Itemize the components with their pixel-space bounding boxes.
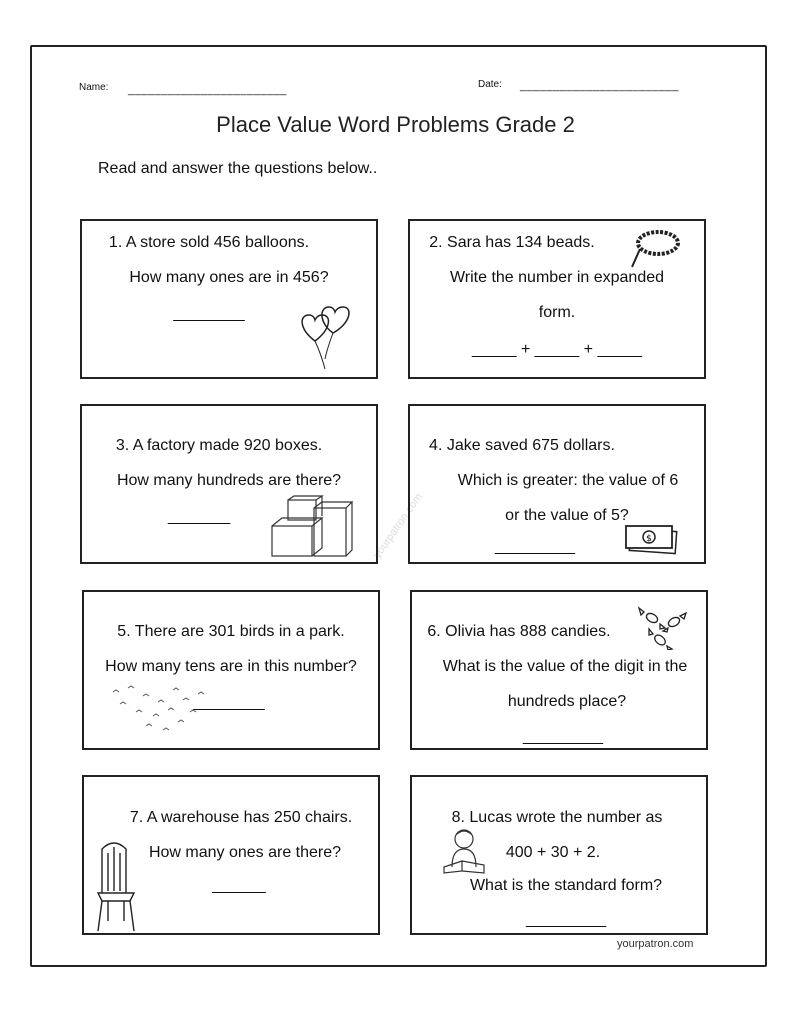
beads-icon [626, 225, 682, 271]
answer-blank[interactable]: _________ [494, 538, 576, 555]
question-card-3 [80, 404, 378, 564]
instructions: Read and answer the questions below.. [98, 160, 378, 177]
money-icon [624, 524, 680, 556]
boy-reading-icon [440, 827, 492, 875]
answer-blank[interactable]: ________ [173, 305, 245, 322]
question-text: Write the number in expanded [449, 269, 665, 286]
question-text: 2. Sara has 134 beads. [429, 234, 595, 251]
question-text: 400 + 30 + 2. [505, 844, 601, 861]
svg-text:$: $ [646, 534, 652, 544]
question-text: How many tens are in this number? [105, 658, 357, 675]
question-text: 7. A warehouse has 250 chairs. [129, 809, 353, 826]
question-text: form. [538, 304, 576, 321]
name-field[interactable]: ________________________ [128, 84, 287, 96]
answer-blank[interactable]: _______ [167, 508, 231, 525]
boxes-icon [270, 494, 354, 558]
answer-blank[interactable]: ______ [212, 877, 266, 894]
page-title: Place Value Word Problems Grade 2 [216, 112, 575, 137]
question-card-2 [408, 219, 706, 379]
chair-icon [94, 837, 138, 933]
name-label: Name: [79, 82, 109, 93]
answer-blank[interactable]: _____ + _____ + _____ [472, 341, 642, 358]
question-card-6 [410, 590, 708, 750]
question-text: Which is greater: the value of 6 [457, 472, 679, 489]
question-card-4 [408, 404, 706, 564]
watermark: yourpatron.com [371, 491, 426, 561]
answer-blank[interactable]: ________ [193, 694, 265, 711]
balloons-icon [297, 299, 357, 371]
question-card-7 [82, 775, 380, 935]
question-text: How many ones are in 456? [129, 269, 329, 286]
question-text: 4. Jake saved 675 dollars. [429, 437, 615, 454]
credit-text: yourpatron.com [617, 938, 694, 950]
question-card-8 [410, 775, 708, 935]
question-text: What is the value of the digit in the [442, 658, 688, 675]
question-card-5 [82, 590, 380, 750]
question-text: hundreds place? [507, 693, 627, 710]
answer-blank[interactable]: _________ [525, 911, 607, 928]
candies-icon [638, 606, 688, 650]
birds-icon [108, 682, 208, 738]
question-text: 5. There are 301 birds in a park. [117, 623, 345, 640]
question-text: 3. A factory made 920 boxes. [115, 437, 323, 454]
date-field[interactable]: ________________________ [520, 80, 679, 92]
question-text: 8. Lucas wrote the number as [451, 809, 663, 826]
question-text: What is the standard form? [469, 877, 663, 894]
date-label: Date: [478, 79, 502, 90]
question-card-1 [80, 219, 378, 379]
question-text: 1. A store sold 456 balloons. [108, 234, 310, 251]
question-text: How many ones are there? [148, 844, 342, 861]
question-text: 6. Olivia has 888 candies. [427, 623, 611, 640]
answer-blank[interactable]: _________ [522, 728, 604, 745]
question-text: How many hundreds are there? [116, 472, 342, 489]
question-text: or the value of 5? [505, 507, 629, 524]
